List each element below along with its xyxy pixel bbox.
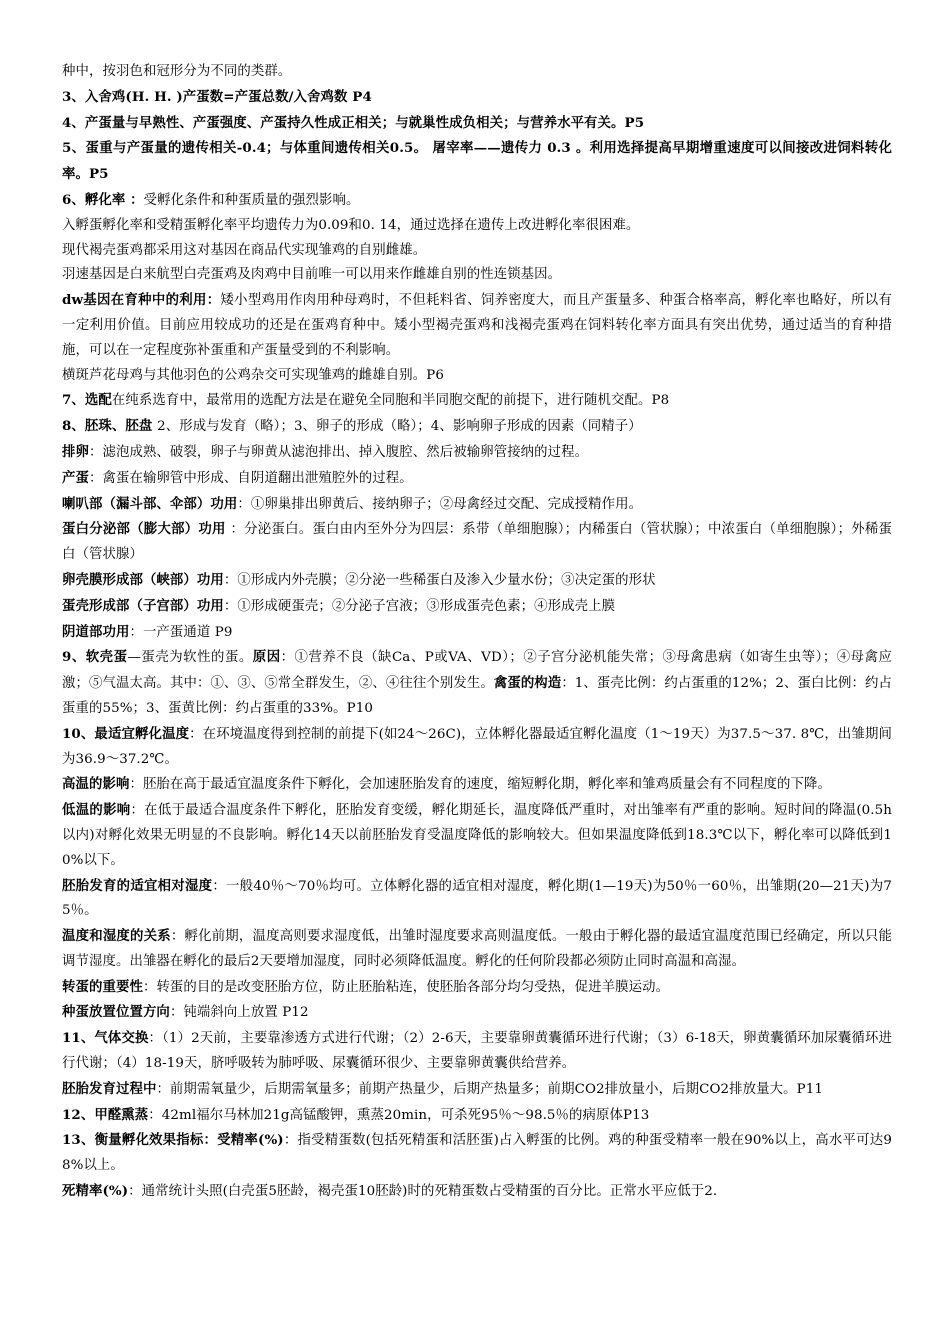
paragraph — [62, 798, 892, 873]
bold-text-run: 高温的影响 — [62, 776, 130, 793]
text-run: ：①营养不良（缺Ca、P或VA、VD）；②子宫分泌机能失常；③母禽患病（如寄生虫等）；④母禽应激；⑤气温太高。其中：①、③、⑤常全群发生，②、④往往个别发生。 — [62, 650, 892, 692]
bold-text-run: 13、衡量孵化效果指标：受精率(%) — [62, 1132, 284, 1149]
bold-text-run: dw基因在育种中的利用： — [62, 292, 221, 309]
bold-text-run: 种蛋放置位置方向 — [62, 1004, 170, 1021]
text-run: ：孵化前期，温度高则要求湿度低，出雏时湿度要求高则温度低。一般由于孵化器的最适宜温度范围已经确定，所以只能调节湿度。出雏器在孵化的最后2天要增加湿度，同时必须降低温度。孵化的任何阶段都必须防止同时高温和高湿。 — [62, 929, 892, 969]
paragraph — [62, 1077, 892, 1103]
text-run: ：前期需氧量少，后期需氧量多；前期产热量少，后期产热量多；前期CO2排放量小，后期CO2排放量大。P11 — [156, 1081, 823, 1097]
paragraph — [62, 568, 892, 594]
paragraph — [62, 364, 892, 389]
bold-text-run: 蛋壳形成部（子宫部）功用 — [62, 597, 224, 614]
paragraph — [62, 594, 892, 620]
paragraph — [62, 517, 892, 568]
bold-text-run: 产蛋 — [62, 469, 89, 486]
bold-text-run: 9、软壳蛋 — [62, 649, 128, 666]
paragraph — [62, 1026, 892, 1077]
text-run: ：①卵巢排出卵黄后、接纳卵子；②母禽经过交配、完成授精作用。 — [237, 496, 643, 512]
paragraph — [62, 924, 892, 975]
paragraph — [62, 466, 892, 492]
text-run: 羽速基因是白来航型白壳蛋鸡及肉鸡中目前唯一可以用来作雌雄自别的性连锁基因。 — [62, 267, 562, 283]
bold-text-run: 转蛋的重要性 — [62, 978, 143, 995]
text-run: 现代褐壳蛋鸡都采用这对基因在商品代实现雏鸡的自别雌雄。 — [62, 242, 427, 258]
text-run: ：一般40％～70％均可。立体孵化器的适宜相对湿度，孵化期(1—19天)为50％一60％，出雏期(20—21天)为75％。 — [62, 878, 892, 919]
text-run: 矮小型鸡用作肉用种母鸡时，不但耗料省、饲养密度大，而且产蛋量多、种蛋合格率高，孵化率也略好，所以有一定利用价值。目前应用较成功的还是在蛋鸡育种中。矮小型褐壳蛋鸡和浅褐壳蛋鸡在饲料转化率方面具有突出优势，通过适当的育种措施，可以在一定程度弥补蛋重和产蛋量受到的不利影响。 — [62, 293, 892, 358]
paragraph — [62, 1000, 892, 1026]
text-run: ：胚胎在高于最适宜温度条件下孵化，会加速胚胎发育的速度，缩短孵化期，孵化率和雏鸡质量会有不同程度的下降。 — [129, 777, 831, 793]
text-run: 入孵蛋孵化率和受精蛋孵化率平均遗传力为0.09和0. 14，通过选择在遗传上改进孵化率很困难。 — [62, 217, 640, 233]
bold-text-run: 8、胚珠、胚盘 — [62, 418, 158, 435]
bold-text-run: 3、入舍鸡(H. H. )产蛋数=产蛋总数/入舍鸡数 P4 — [62, 88, 372, 105]
bold-text-run: 胚胎发育的适宜相对湿度 — [62, 877, 213, 894]
bold-text-run: 温度和湿度的关系 — [62, 928, 171, 945]
paragraph — [62, 414, 892, 440]
paragraph — [62, 111, 892, 137]
paragraph — [62, 188, 892, 214]
bold-text-run: 卵壳膜形成部（峡部）功用 — [62, 571, 224, 588]
bold-text-run: 死精率(%) — [62, 1183, 129, 1200]
bold-text-run: 6、孵化率 ： — [62, 191, 144, 208]
paragraph — [62, 772, 892, 798]
paragraph — [62, 263, 892, 288]
text-run: 在纯系选育中，最常用的选配方法是在避免全同胞和半同胞交配的前提下，进行随机交配。P8 — [111, 393, 670, 409]
paragraph — [62, 874, 892, 925]
paragraph — [62, 975, 892, 1001]
bold-text-run: 11、气体交换 — [62, 1030, 149, 1047]
text-run: ：在低于最适合温度条件下孵化，胚胎发育变缓，孵化期延长，温度降低严重时，对出雏率有严重的影响。短时间的降温(0.5h以内)对孵化效果无明显的不良影响。孵化14天以前胚胎发育受温度降低的影响较大。但如果温度降低到18.3℃以下，孵化率可以降低到10%以下。 — [62, 803, 892, 868]
paragraph — [62, 722, 892, 773]
paragraph — [62, 1179, 892, 1205]
text-run: ：42ml福尔马林加21g高锰酸钾，熏蒸20min，可杀死95％～98.5％的病原体P13 — [148, 1107, 650, 1123]
document-page — [62, 60, 892, 1205]
paragraph — [62, 239, 892, 264]
text-run: ：指受精蛋数(包括死精蛋和活胚蛋)占入孵蛋的比例。鸡的种蛋受精率一般在90%以上，高水平可达98%以上。 — [62, 1133, 892, 1174]
bold-text-run: 喇叭部（漏斗部、伞部）功用 — [62, 495, 238, 512]
bold-text-run: 阴道部功用 — [62, 623, 130, 640]
text-run: ：在环境温度得到控制的前提下(如24～26C)，立体孵化器最适宜孵化温度（1～19天）为37.5～37. 8℃，出雏期间为36.9～37.2℃。 — [62, 726, 892, 767]
text-run: ：钝端斜向上放置 P12 — [169, 1005, 309, 1021]
text-run: ：一产蛋通道 P9 — [129, 624, 233, 640]
paragraph — [62, 620, 892, 646]
bold-text-run: 禽蛋的构造 — [493, 675, 562, 692]
text-run: ：通常统计头照(白壳蛋5胚龄，褐壳蛋10胚龄)时的死精蛋数占受精蛋的百分比。正常水平应低于2. — [128, 1184, 718, 1200]
bold-text-run: 7、选配 — [62, 392, 112, 409]
bold-text-run: 原因 — [252, 649, 281, 666]
text-run: ：（1）2天前，主要靠渗透方式进行代谢；（2）2-6天，主要靠卵黄囊循环进行代谢；（3）6-18天，卵黄囊循环加尿囊循环进行代谢；（4）18-19天，脐呼吸转为肺呼吸、尿囊循环很少、主要靠卵黄囊供给营养。 — [62, 1031, 892, 1072]
paragraph — [62, 1103, 892, 1129]
text-run: 种中，按羽色和冠形分为不同的类群。 — [62, 64, 292, 79]
paragraph — [62, 645, 892, 721]
paragraph — [62, 136, 892, 188]
text-run: 2、形成与发育（略）；3、卵子的形成（略）；4、影响卵子形成的因素（同精子） — [157, 419, 642, 435]
text-run: 横斑芦花母鸡与其他羽色的公鸡杂交可实现雏鸡的雌雄自别。P6 — [62, 367, 444, 383]
bold-text-run: 胚胎发育过程中 — [62, 1080, 157, 1097]
paragraph — [62, 1128, 892, 1179]
text-run: ：滤泡成熟、破裂，卵子与卵黄从滤泡排出、掉入腹腔、然后被输卵管接纳的过程。 — [88, 444, 589, 460]
bold-text-run: 排卵 — [62, 443, 89, 460]
bold-text-run: 12、甲醛熏蒸 — [62, 1106, 149, 1123]
text-run: ：禽蛋在输卵管中形成、自阴道翻出泄殖腔外的过程。 — [88, 470, 413, 486]
text-run: ：1、蛋壳比例：约占蛋重的12%；2、蛋白比例：约占蛋重的55%；3、蛋黄比例：约占蛋重的33%。P10 — [62, 676, 893, 716]
paragraph — [62, 60, 892, 85]
bold-text-run: 5、蛋重与产蛋量的遗传相关-0.4；与体重间遗传相关0.5。 屠宰率——遗传力 0.3 。利用选择提高早期增重速度可以间接改进饲料转化率。P5 — [62, 140, 892, 183]
paragraph — [62, 492, 892, 518]
text-run: ：①形成内外壳膜；②分泌一些稀蛋白及渗入少量水份；③决定蛋的形状 — [223, 572, 656, 588]
bold-text-run: 低温的影响 — [62, 802, 131, 819]
paragraph — [62, 388, 892, 414]
paragraph — [62, 440, 892, 466]
bold-text-run: 10、最适宜孵化温度 — [62, 725, 190, 742]
text-run: 受孵化条件和种蛋质量的强烈影响。 — [143, 192, 360, 208]
paragraph — [62, 288, 892, 363]
text-run: —蛋壳为软性的蛋。 — [127, 650, 253, 666]
paragraph — [62, 85, 892, 111]
paragraph — [62, 214, 892, 239]
text-run: ：转蛋的目的是改变胚胎方位，防止胚胎粘连，使胚胎各部分均匀受热，促进羊膜运动。 — [142, 979, 670, 995]
text-run: ：分泌蛋白。蛋白由内至外分为四层：系带（单细胞腺）；内稀蛋白（管状腺）；中浓蛋白（单细胞腺）；外稀蛋白（管状腺） — [62, 522, 892, 563]
bold-text-run: 4、产蛋量与早熟性、产蛋强度、产蛋持久性成正相关；与就巢性成负相关；与营养水平有关。P5 — [62, 114, 645, 131]
bold-text-run: 蛋白分泌部（膨大部）功用 — [62, 521, 231, 538]
text-run: ：①形成硬蛋壳；②分泌子宫液；③形成蛋壳色素；④形成壳上膜 — [223, 598, 616, 614]
